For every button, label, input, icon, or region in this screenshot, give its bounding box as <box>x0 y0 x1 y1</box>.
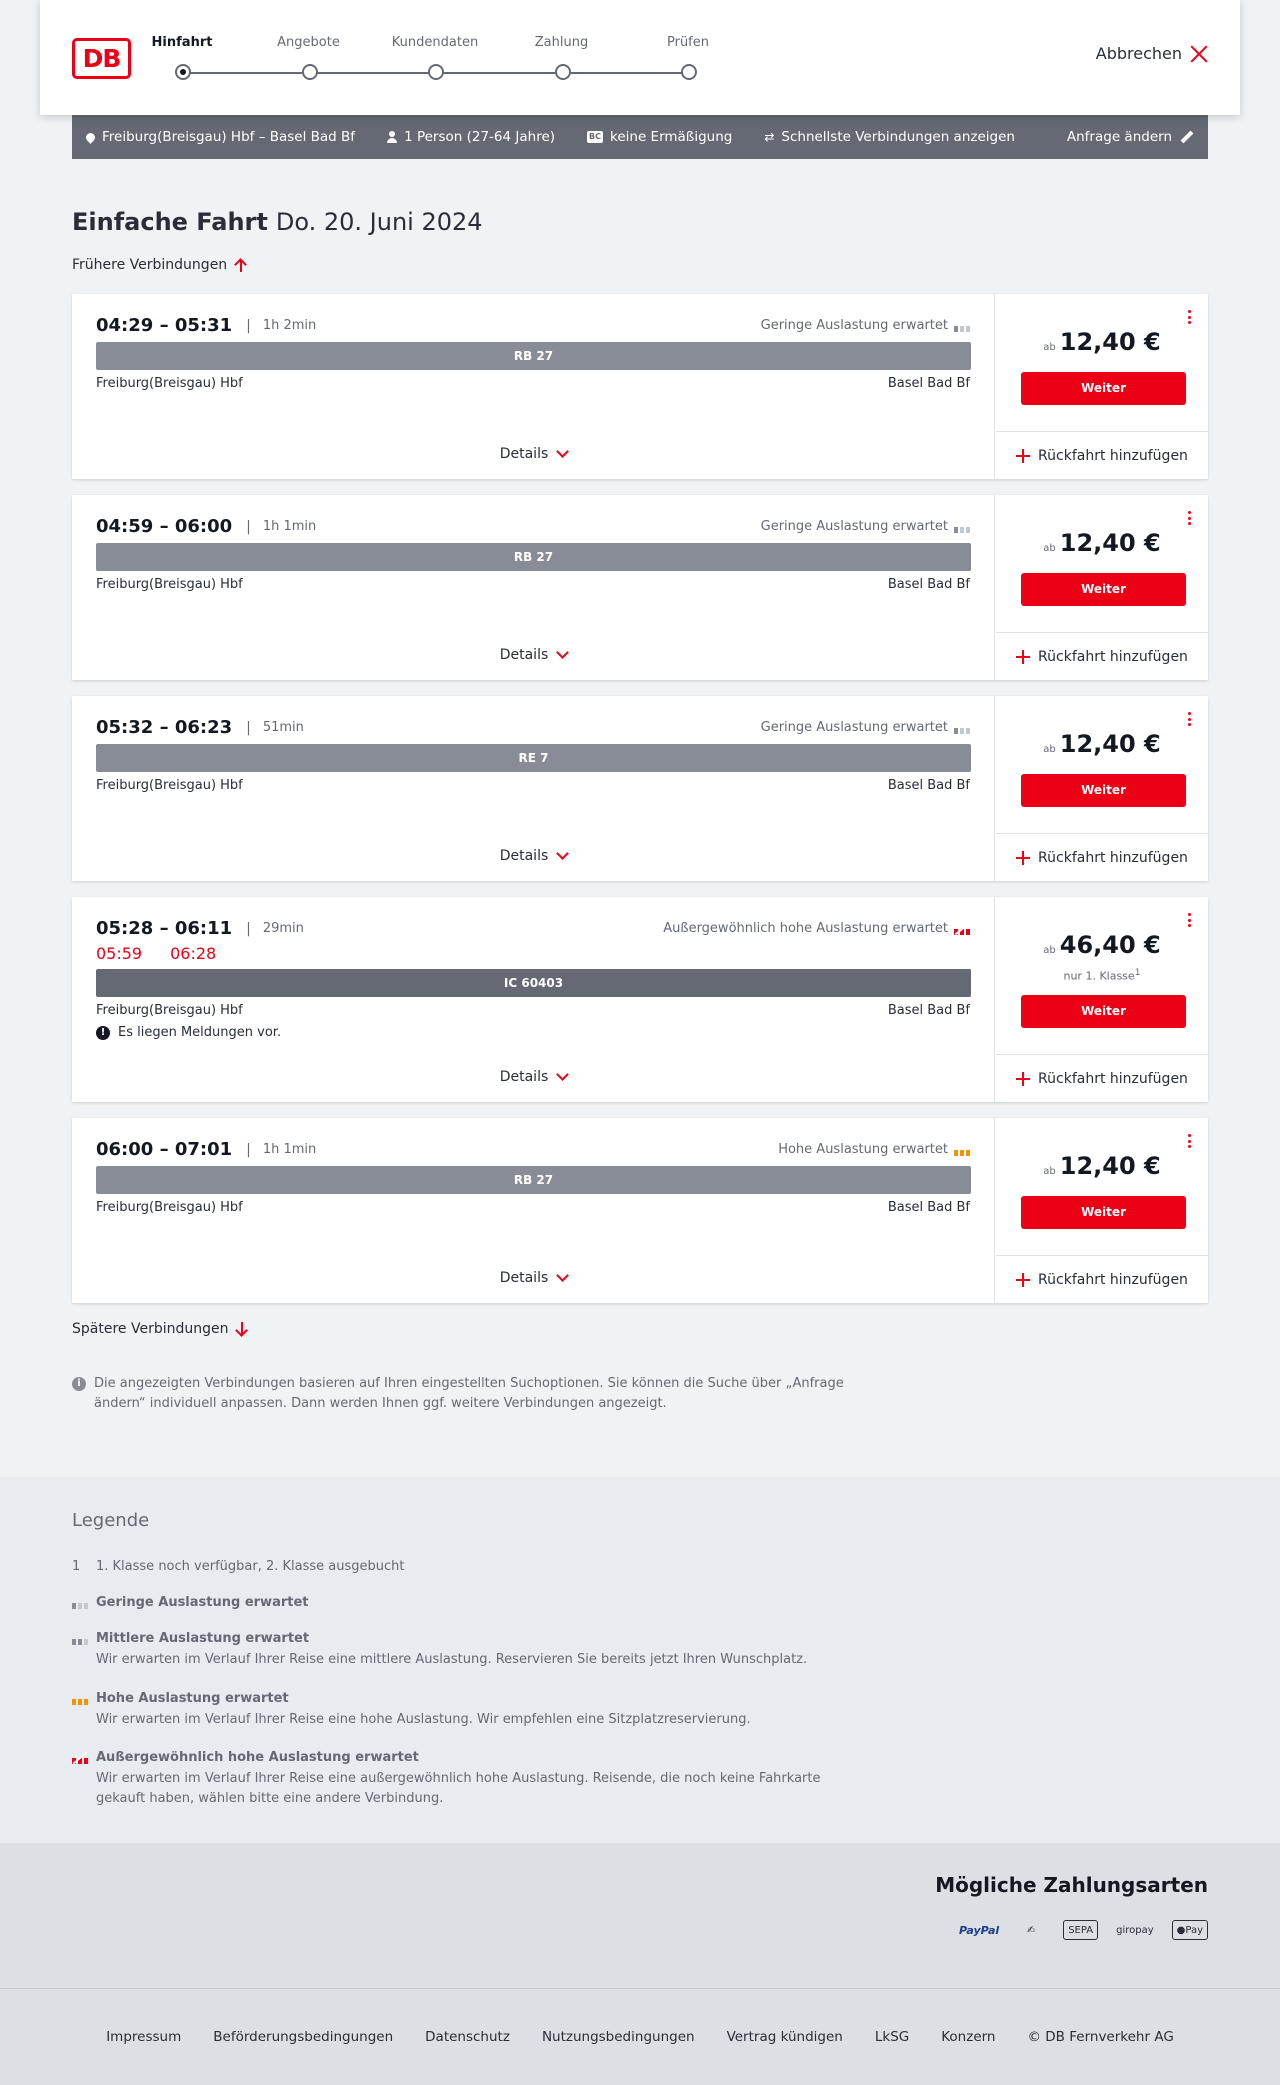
trip-date: Do. 20. Juni 2024 <box>275 208 483 236</box>
price-value: 46,40 € <box>1059 931 1161 959</box>
apple-logo-icon: ● <box>1176 1924 1186 1936</box>
step-dot <box>302 64 318 80</box>
legend-mid-title: Mittlere Auslastung erwartet <box>96 1631 310 1646</box>
more-options-icon[interactable] <box>1188 511 1192 525</box>
footnote-number: 1 <box>72 1559 81 1574</box>
price <box>996 931 1208 959</box>
connection-main <box>72 696 995 881</box>
details-toggle[interactable] <box>72 446 995 462</box>
info-icon: i <box>72 1377 86 1391</box>
legend-xhigh-desc: Wir erwarten im Verlauf Ihrer Reise eine außergewöhnlich hohe Auslastung. Reisende, die noch keine Fahrkarte gekauft haben, wählen bitte eine andere Verbindung. <box>96 1771 821 1806</box>
plus-icon <box>1016 449 1030 463</box>
apple-pay-icon <box>1172 1920 1208 1940</box>
progress-steps <box>151 33 709 83</box>
payment-section <box>0 1843 1280 1988</box>
add-return-button[interactable] <box>996 1255 1208 1303</box>
footer-link-lksg[interactable]: LkSG <box>874 2029 910 2045</box>
chevron-down-icon <box>556 1269 569 1282</box>
arrival-station: Basel Bad Bf <box>887 778 970 793</box>
details-toggle[interactable] <box>72 848 995 864</box>
add-return-button[interactable] <box>996 431 1208 479</box>
legend-high-desc: Wir erwarten im Verlauf Ihrer Reise eine hohe Auslastung. Wir empfehlen eine Sitzplatzreservierung. <box>96 1712 751 1727</box>
continue-button[interactable]: Weiter <box>1021 995 1186 1028</box>
return-label: Rückfahrt hinzufügen <box>1038 447 1188 464</box>
sepa-icon: SEPA <box>1063 1920 1098 1940</box>
class-note <box>996 967 1208 983</box>
plus-icon <box>1016 851 1030 865</box>
low-load-icon <box>954 722 970 734</box>
return-label: Rückfahrt hinzufügen <box>1038 648 1188 665</box>
plus-icon <box>1016 1072 1030 1086</box>
route-text: Freiburg(Breisgau) Hbf – Basel Bad Bf <box>102 129 356 145</box>
more-options-icon[interactable] <box>1188 310 1192 324</box>
persons-text: 1 Person (27-64 Jahre) <box>404 129 556 145</box>
footer-copyright: © DB Fernverkehr AG <box>1027 2029 1174 2045</box>
add-return-button[interactable] <box>996 833 1208 881</box>
add-return-button[interactable] <box>996 1054 1208 1102</box>
cancel-button[interactable] <box>1096 44 1208 63</box>
train-bar[interactable]: RB 27 <box>96 342 971 370</box>
legend-high <box>72 1691 852 1730</box>
continue-button[interactable]: Weiter <box>1021 1196 1186 1229</box>
departure-station: Freiburg(Breisgau) Hbf <box>96 376 243 391</box>
price-prefix: ab <box>1043 1166 1056 1177</box>
step-hinfahrt <box>122 33 242 53</box>
arrival-station: Basel Bad Bf <box>887 1003 970 1018</box>
arrival-station: Basel Bad Bf <box>887 1200 970 1215</box>
arrow-up-icon <box>235 258 247 272</box>
low-load-icon <box>72 1597 88 1609</box>
page-title <box>72 208 483 236</box>
disruption-message[interactable] <box>96 1025 281 1040</box>
price-value: 12,40 € <box>1059 1152 1161 1180</box>
duration: 1h 1min <box>262 519 317 534</box>
info-text: Die angezeigten Verbindungen basieren auf Ihren eingestellten Suchoptionen. Sie können die Suche über „Anfrage ändern“ individuell anpassen. Dann werden Ihnen ggf. weitere Verbindungen angezeigt. <box>94 1376 844 1411</box>
step-dot <box>555 64 571 80</box>
footer-link-befoerderungsbedingungen[interactable]: Beförderungsbedingungen <box>213 2029 394 2045</box>
details-toggle[interactable] <box>72 647 995 663</box>
more-options-icon[interactable] <box>1188 913 1192 927</box>
load-text: Außergewöhnlich hohe Auslastung erwartet <box>663 921 948 936</box>
step-angebote <box>249 33 369 53</box>
duration: 51min <box>262 720 304 735</box>
continue-button[interactable]: Weiter <box>1021 573 1186 606</box>
plus-icon <box>1016 1273 1030 1287</box>
separator: | <box>246 518 251 535</box>
low-load-icon <box>954 521 970 533</box>
payment-methods <box>959 1917 1208 1943</box>
earlier-connections-link[interactable] <box>72 257 247 273</box>
load-indicator <box>761 318 970 333</box>
legend-xhigh-title: Außergewöhnlich hohe Auslastung erwartet <box>96 1750 419 1765</box>
footnote-ref: 1 <box>1134 967 1141 978</box>
discount-text: keine Ermäßigung <box>610 129 733 145</box>
plus-icon <box>1016 650 1030 664</box>
alert-icon: ! <box>96 1026 110 1040</box>
legend-section <box>0 1477 1280 1843</box>
summary-discount <box>587 129 732 145</box>
legend-high-title: Hohe Auslastung erwartet <box>96 1691 289 1706</box>
pencil-icon <box>1181 131 1194 144</box>
connection-times <box>96 516 316 537</box>
summary-option <box>764 129 1015 145</box>
price-prefix: ab <box>1043 543 1056 554</box>
connection-main <box>72 897 995 1102</box>
separator: | <box>246 317 251 334</box>
return-label: Rückfahrt hinzufügen <box>1038 849 1188 866</box>
duration: 1h 2min <box>262 318 317 333</box>
legend-low-title: Geringe Auslastung erwartet <box>96 1595 309 1610</box>
load-text: Hohe Auslastung erwartet <box>778 1142 948 1157</box>
apple-pay-label: Pay <box>1185 1924 1203 1936</box>
price-panel <box>996 1118 1208 1303</box>
giropay-icon: giropay <box>1116 1924 1154 1936</box>
earlier-label: Frühere Verbindungen <box>72 257 228 273</box>
separator: | <box>246 920 251 937</box>
footer-link-konzern[interactable]: Konzern <box>941 2029 996 2045</box>
exceptional-load-icon <box>72 1752 88 1764</box>
train-bar[interactable]: RE 7 <box>96 744 971 772</box>
connection-times <box>96 315 316 336</box>
legend-low <box>72 1595 852 1610</box>
later-connections-link[interactable] <box>72 1321 248 1337</box>
realtime-arrival: 06:28 <box>170 944 217 963</box>
credit-card-icon: ✍ <box>1026 1924 1036 1936</box>
arrival-station: Basel Bad Bf <box>887 577 970 592</box>
details-label: Details <box>499 848 549 864</box>
summary-persons <box>387 129 555 145</box>
footer-link-datenschutz[interactable]: Datenschutz <box>425 2029 510 2045</box>
continue-button[interactable]: Weiter <box>1021 372 1186 405</box>
train-bar[interactable]: IC 60403 <box>96 969 971 997</box>
load-text: Geringe Auslastung erwartet <box>760 318 948 333</box>
step-zahlung <box>502 33 622 53</box>
connection-card <box>72 1118 1208 1303</box>
price-prefix: ab <box>1043 744 1056 755</box>
step-dot <box>428 64 444 80</box>
details-label: Details <box>499 1270 549 1286</box>
footer-link-vertrag-kuendigen[interactable]: Vertrag kündigen <box>726 2029 843 2045</box>
price <box>996 1152 1208 1180</box>
details-label: Details <box>499 446 549 462</box>
high-load-icon <box>954 1144 970 1156</box>
edit-request-button[interactable] <box>1067 129 1194 145</box>
location-pin-icon <box>84 131 97 144</box>
summary-route <box>86 129 355 145</box>
step-dot <box>175 64 191 80</box>
duration: 1h 1min <box>262 1142 317 1157</box>
load-indicator <box>778 1142 970 1157</box>
more-options-icon[interactable] <box>1188 1134 1192 1148</box>
load-indicator <box>663 921 970 936</box>
price-value: 12,40 € <box>1059 730 1161 758</box>
bahncard-icon: BC <box>589 132 601 141</box>
chevron-down-icon <box>556 646 569 659</box>
footnote-text: 1. Klasse noch verfügbar, 2. Klasse ausgebucht <box>96 1559 405 1574</box>
legend-mid-desc: Wir erwarten im Verlauf Ihrer Reise eine mittlere Auslastung. Reservieren Sie bereits jetzt Ihren Wunschplatz. <box>96 1652 808 1667</box>
step-label: Kundendaten <box>391 35 479 50</box>
person-icon <box>387 131 397 143</box>
departure-station: Freiburg(Breisgau) Hbf <box>96 1003 243 1018</box>
search-info-note <box>72 1374 852 1414</box>
cancel-label: Abbrechen <box>1095 44 1182 63</box>
step-kundendaten <box>375 33 495 53</box>
legend-xhigh <box>72 1750 852 1809</box>
db-logo[interactable]: DB <box>72 38 131 79</box>
details-toggle[interactable] <box>72 1270 995 1286</box>
legend-footnote <box>72 1559 852 1574</box>
connection-times <box>96 717 304 738</box>
exceptional-load-icon <box>954 923 970 935</box>
time-range: 05:32 – 06:23 <box>96 717 233 738</box>
search-summary-bar <box>72 115 1208 159</box>
chevron-down-icon <box>556 847 569 860</box>
time-range: 04:29 – 05:31 <box>96 315 233 336</box>
medium-load-icon <box>72 1633 88 1645</box>
connection-card <box>72 696 1208 881</box>
departure-station: Freiburg(Breisgau) Hbf <box>96 778 243 793</box>
price-panel <box>996 294 1208 479</box>
train-bar[interactable]: RB 27 <box>96 543 971 571</box>
price-prefix: ab <box>1043 342 1056 353</box>
legend-title: Legende <box>72 1510 150 1531</box>
legend-mid <box>72 1631 852 1670</box>
load-text: Geringe Auslastung erwartet <box>760 720 948 735</box>
details-label: Details <box>499 647 549 663</box>
details-toggle[interactable] <box>72 1069 995 1085</box>
return-label: Rückfahrt hinzufügen <box>1038 1271 1188 1288</box>
load-indicator <box>761 720 970 735</box>
departure-station: Freiburg(Breisgau) Hbf <box>96 1200 243 1215</box>
arrival-station: Basel Bad Bf <box>887 376 970 391</box>
high-load-icon <box>72 1693 88 1705</box>
load-text: Geringe Auslastung erwartet <box>760 519 948 534</box>
footer-links <box>0 2029 1280 2045</box>
price-value: 12,40 € <box>1059 328 1161 356</box>
arrow-down-icon <box>236 1322 248 1336</box>
realtime-times <box>96 944 244 963</box>
trip-type: Einfache Fahrt <box>72 208 268 236</box>
continue-button[interactable]: Weiter <box>1021 774 1186 807</box>
footer <box>0 1988 1280 2085</box>
time-range: 06:00 – 07:01 <box>96 1139 233 1160</box>
duration: 29min <box>262 921 304 936</box>
price-panel <box>996 696 1208 881</box>
details-label: Details <box>499 1069 549 1085</box>
price-panel <box>996 495 1208 680</box>
step-pruefen <box>628 33 748 53</box>
connection-card <box>72 495 1208 680</box>
step-label: Hinfahrt <box>151 35 213 50</box>
class-note-text: nur 1. Klasse <box>1063 969 1135 983</box>
price <box>996 529 1208 557</box>
later-label: Spätere Verbindungen <box>72 1321 229 1337</box>
connection-card <box>72 294 1208 479</box>
footer-link-impressum[interactable]: Impressum <box>106 2029 182 2045</box>
load-indicator <box>761 519 970 534</box>
option-text: Schnellste Verbindungen anzeigen <box>781 129 1015 145</box>
step-label: Angebote <box>277 35 340 50</box>
swap-arrows-icon: ⇄ <box>764 130 775 144</box>
connection-main <box>72 1118 995 1303</box>
low-load-icon <box>954 320 970 332</box>
message-text: Es liegen Meldungen vor. <box>118 1025 282 1040</box>
price <box>996 730 1208 758</box>
return-label: Rückfahrt hinzufügen <box>1038 1070 1188 1087</box>
chevron-down-icon <box>556 445 569 458</box>
close-icon <box>1190 45 1208 63</box>
add-return-button[interactable] <box>996 632 1208 680</box>
footer-link-nutzungsbedingungen[interactable]: Nutzungsbedingungen <box>541 2029 695 2045</box>
connection-times <box>96 1139 316 1160</box>
price-panel <box>996 897 1208 1102</box>
connection-card <box>72 897 1208 1102</box>
top-bar <box>40 0 1240 115</box>
realtime-departure: 05:59 <box>96 944 143 963</box>
paypal-icon: PayPal <box>959 1923 1000 1937</box>
time-range: 05:28 – 06:11 <box>96 918 233 939</box>
separator: | <box>246 1141 251 1158</box>
connection-main <box>72 294 995 479</box>
more-options-icon[interactable] <box>1188 712 1192 726</box>
price-value: 12,40 € <box>1059 529 1161 557</box>
separator: | <box>246 719 251 736</box>
step-dot <box>681 64 697 80</box>
step-label: Zahlung <box>534 35 589 50</box>
departure-station: Freiburg(Breisgau) Hbf <box>96 577 243 592</box>
connection-times <box>96 918 304 939</box>
chevron-down-icon <box>556 1068 569 1081</box>
price-prefix: ab <box>1043 945 1056 956</box>
connection-main <box>72 495 995 680</box>
train-bar[interactable]: RB 27 <box>96 1166 971 1194</box>
step-label: Prüfen <box>666 35 709 50</box>
edit-label: Anfrage ändern <box>1066 129 1172 145</box>
time-range: 04:59 – 06:00 <box>96 516 233 537</box>
price <box>996 328 1208 356</box>
payment-title: Mögliche Zahlungsarten <box>935 1873 1208 1897</box>
